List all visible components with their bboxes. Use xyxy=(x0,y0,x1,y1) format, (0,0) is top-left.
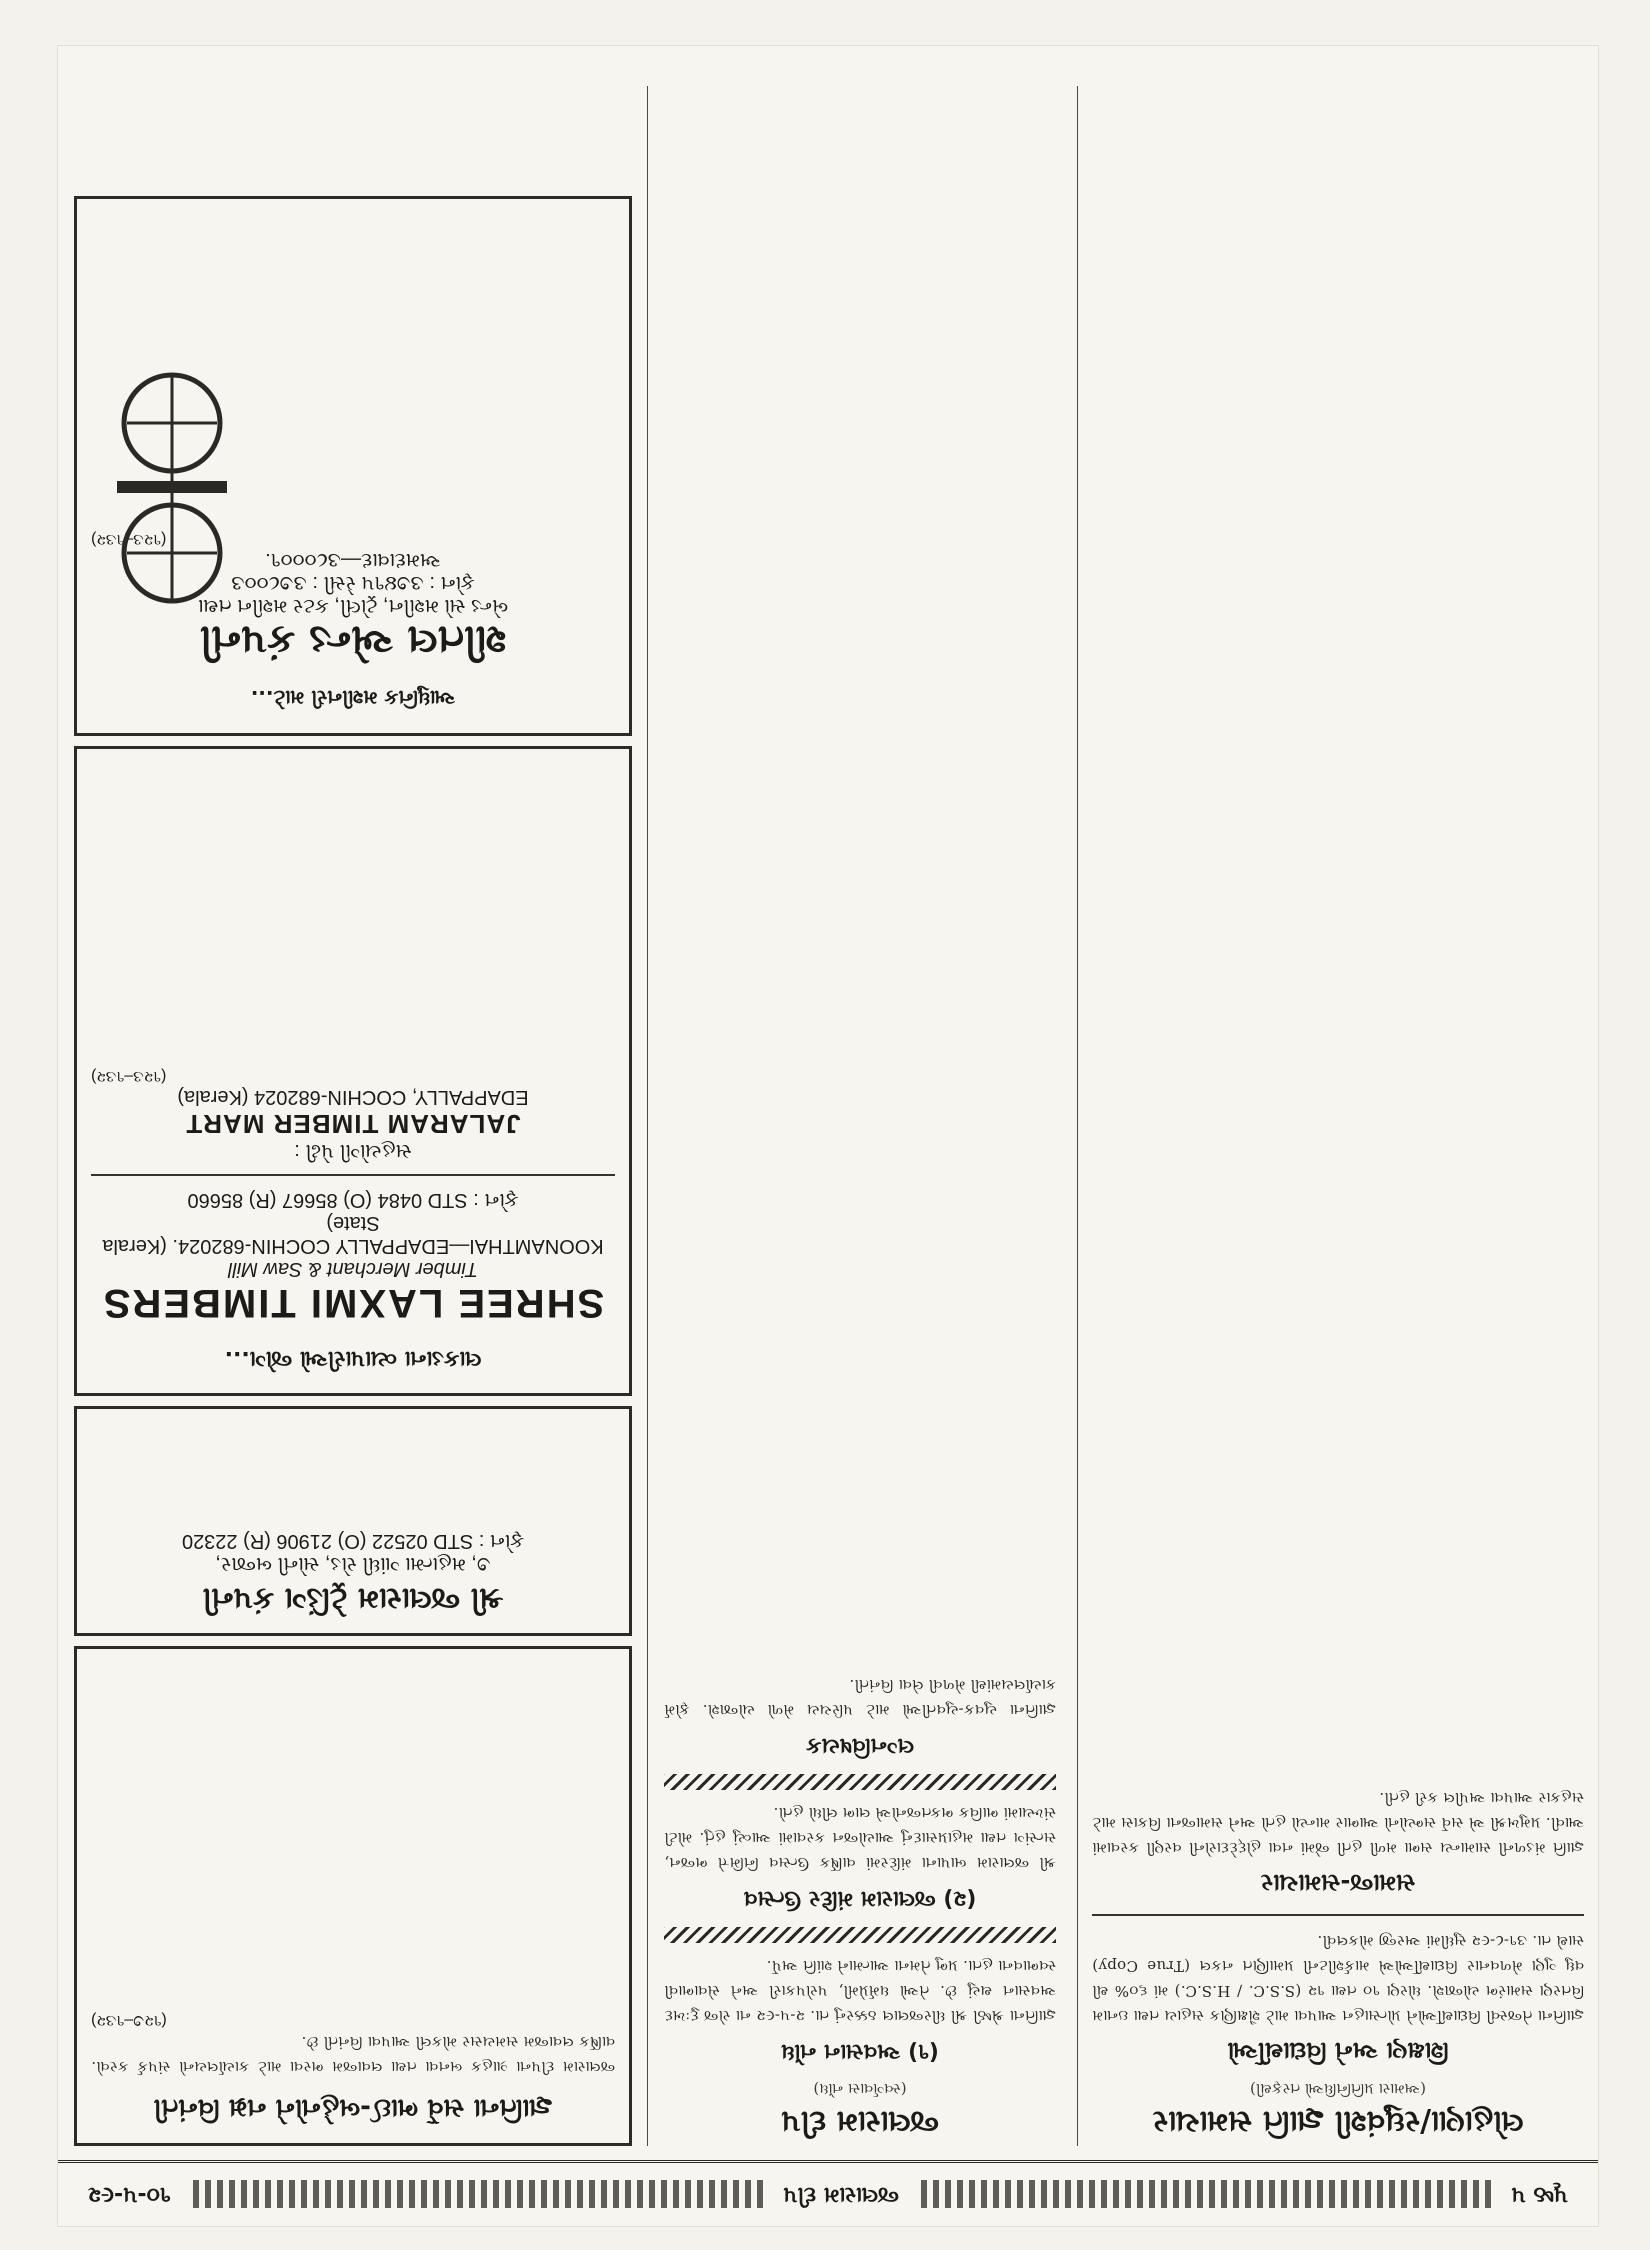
divider xyxy=(1092,1914,1584,1916)
section-body: જ્ઞાતિના તેજસ્વી વિદ્યાર્થીઓને પ્રોત્સાહન આપવા માટે શૈક્ષણિક સહાય તથા ઇનામ વિતરણ સમારંભ યોજાશે. ધોરણ ૧૦ તથા ૧૨ (S.S.C. / H.S.C.) માં ૬૦% થી વધુ ગુણ મેળવનાર વિદ્યાર્થીઓએ માર્કશીટની પ્રમાણિત નકલ (True Copy) સાથે તા. ૩૧-૮-૯૨ સુધીમાં અરજી મોકલવી. xyxy=(1092,1932,1584,2025)
section-body: જ્ઞાતિના શ્રેષ્ઠી શ્રી ધીરજલાલ ઠક્કરનું તા. ૨-૫-૯૨ ના રોજ દુઃખદ અવસાન થયું છે. તેઓ ધર્મપ્રેમી, પરોપકારી અને સેવાભાવી સ્વભાવના હતા. પ્રભુ તેમના આત્માને શાંતિ અર્પે. xyxy=(664,1957,1056,2025)
section-heading: (૧) અવસાન નોંધ xyxy=(781,2039,939,2064)
notice-body: જલારામ દીપના ગ્રાહક બનવા તથા લવાજમ ભરવા માટે કાર્યાલયનો સંપર્ક કરવો. વાર્ષિક લવાજમ સમયસર મોકલી આપવા વિનંતી છે. xyxy=(91,2033,615,2076)
ornamental-divider xyxy=(664,1927,1056,1943)
associate-label: સહયોગી પેઢી : xyxy=(294,1140,412,1162)
ornamental-divider xyxy=(664,1774,1056,1790)
trading-company-ad xyxy=(74,1406,632,1636)
associate-name: JALARAM TIMBER MART xyxy=(185,1109,521,1139)
timber-ad xyxy=(74,746,632,1396)
machine-kicker: આધુનિક મશીનરી માટે... xyxy=(250,686,456,710)
section-body: જ્ઞાતિ મંડળની સામાન્ય સભા મળી હતી જેમાં નવા હોદ્દેદારોની વરણી કરવામાં આવી. પ્રમુખશ્રી એ સર્વે સભ્યોનો આભાર માન્યો હતો અને સમાજના વિકાસ માટે સહકાર આપવા અપીલ કરી હતી. xyxy=(1092,1789,1584,1857)
section-heading: શિક્ષણ અને વિદ્યાર્થીઓ xyxy=(1227,2037,1449,2065)
timber-kicker: લાકડાના વ્યાપારીઓ જોગ... xyxy=(224,1346,482,1371)
divider xyxy=(91,1174,615,1176)
machine-line: અમદાવાદ—૩૮૦૦૦૧. xyxy=(265,549,441,571)
notice-box xyxy=(74,1646,632,2146)
machine-line: ફોન : ૩૭૪૧૫ રેસી : ૩૭૮૦૦૩ xyxy=(231,572,475,594)
machinery-ad xyxy=(74,196,632,736)
shop-title: શ્રી જલારામ ટ્રેડિંગ કંપની xyxy=(202,1581,504,1616)
column-2-headline: જલારામ દીપ xyxy=(781,2104,939,2139)
bandsaw-illustration xyxy=(97,353,247,613)
column-2-byline: (સ્વર્ગવાસ નોંધ) xyxy=(813,2080,907,2098)
associate-address: EDAPPALLY, COCHIN-682024 (Kerala) xyxy=(177,1086,529,1108)
section-heading: લગ્નવિષયક xyxy=(805,1733,915,1758)
timber-address: KOONAMTHAI—EDAPPALLY COCHIN-682024. (Kerala State) xyxy=(102,1212,604,1257)
machine-ref: (૧૨૩–૧૩૨) xyxy=(91,531,167,548)
masthead-ornament xyxy=(919,2181,1491,2209)
machine-line: બેન્ડ સો મશીન, ટ્રોલી, કટર મશીન તથા xyxy=(197,595,509,617)
section-heading: સમાજ-સમાચાર xyxy=(1260,1869,1416,1897)
masthead xyxy=(58,2160,1598,2226)
timber-phone: ફોન : STD 0484 (O) 85667 (R) 85660 xyxy=(187,1189,519,1211)
paper-name: જલારામ દીપ xyxy=(783,2182,899,2207)
section-body: શ્રી જલારામ બાપાના મંદિરમાં વાર્ષિક ઉત્સવ નિમિત્તે ભજન, સત્સંગ તથા મહાપ્રસાદનું આયોજન કરવામાં આવ્યું હતું. મોટી સંખ્યામાં ભાવિક ભક્તજનોએ લાભ લીધો હતો. xyxy=(664,1804,1056,1872)
section-heading: (૨) જલારામ મંદિર ઉત્સવ xyxy=(743,1886,977,1911)
page-date: ૧૦-૫-૯૨ xyxy=(87,2182,171,2207)
column-news-2 xyxy=(650,1672,1070,2146)
column-rule xyxy=(647,86,648,2146)
notice-ref: (૧૨૭–૧૩૨) xyxy=(91,2012,167,2029)
machine-name: શીતલ એન્ડ કંપની xyxy=(199,617,507,663)
section-body: જ્ઞાતિના યુવક-યુવતીઓ માટે પરિચય મેળો યોજાશે. ફોર્મ કાર્યાલયમાંથી મેળવી લેવા વિનંતી. xyxy=(664,1676,1056,1719)
timber-name: SHREE LAXMI TIMBERS xyxy=(101,1281,605,1325)
printed-page-inverted xyxy=(58,46,1598,2226)
column-rule xyxy=(1077,86,1078,2146)
shop-line: ૭, મહાત્મા ગાંધી રોડ, સોની બજાર, xyxy=(215,1553,491,1575)
associate-ref: (૧૨૩–૧૩૨) xyxy=(91,1068,167,1085)
column-1-headline: લોહાણા/રઘુવંશી જ્ઞાતિ સમાચાર xyxy=(1152,2104,1524,2139)
column-1-byline: (અમારા પ્રતિનિધિઓ તરફથી) xyxy=(1249,2080,1427,2098)
notice-title: જ્ઞાતિના સર્વે ભાઈ-બહેનોને નમ્ર વિનંતી xyxy=(153,2093,553,2123)
timber-tagline: Timber Merchant & Saw Mill xyxy=(228,1258,478,1280)
column-news-1 xyxy=(1078,1785,1598,2146)
shop-line: ફોન : STD 02522 (O) 21906 (R) 22320 xyxy=(181,1530,525,1552)
page-label: પૃષ્ઠ ૫ xyxy=(1511,2182,1568,2207)
column-advertisements xyxy=(68,186,638,2146)
masthead-ornament xyxy=(191,2181,763,2209)
